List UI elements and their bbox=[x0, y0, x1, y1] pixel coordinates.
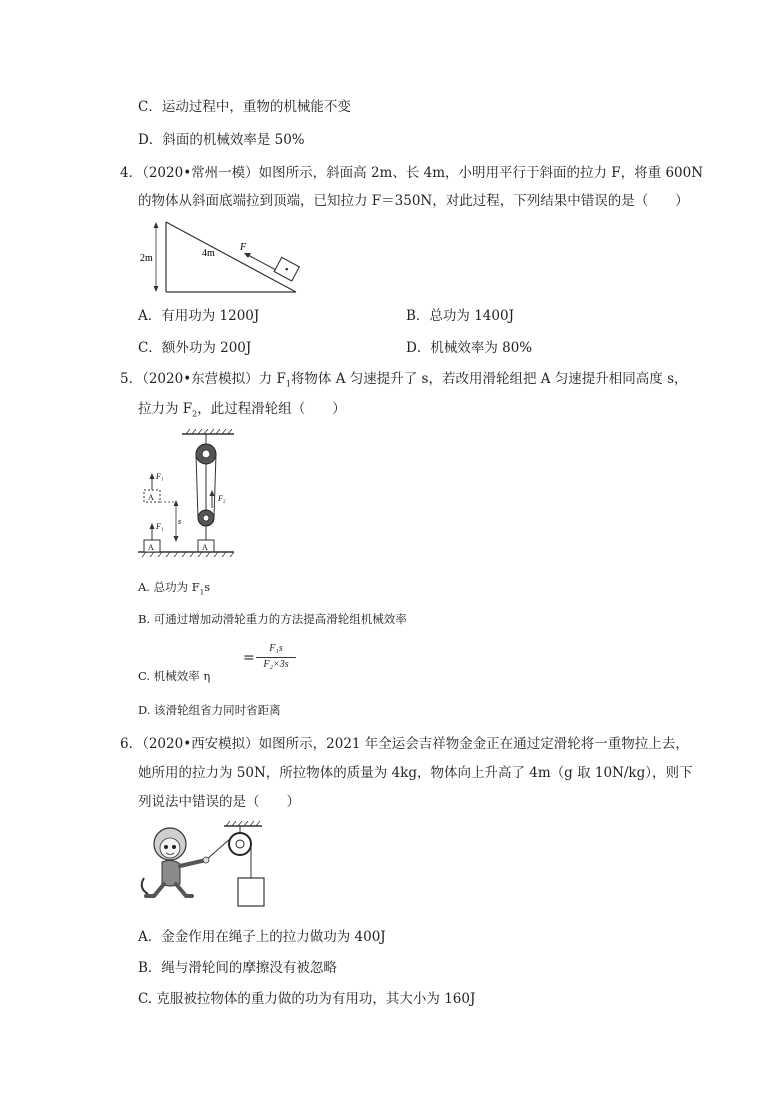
q6-option-c: C. 克服被拉物体的重力做的功为有用功，其大小为 160J bbox=[138, 991, 476, 1007]
q6-option-b: B．绳与滑轮间的摩擦没有被忽略 bbox=[138, 960, 337, 976]
q5-stem-line2: 拉力为 $F_2$，此过程滑轮组（ ） bbox=[138, 401, 346, 419]
q6-mascot-pulley-figure bbox=[136, 820, 272, 912]
q5-option-a: A. 总功为 $F_1s$ bbox=[138, 580, 211, 597]
q4-option-a: A．有用功为 1200J bbox=[138, 308, 260, 324]
q4-box bbox=[274, 257, 299, 281]
q4-incline-figure bbox=[136, 218, 308, 298]
q5-pulley-figure bbox=[136, 428, 246, 558]
q5-option-d: D. 该滑轮组省力同时省距离 bbox=[138, 703, 281, 717]
q5-block-a-left: A bbox=[148, 543, 154, 552]
q5-block-a-right: A bbox=[202, 543, 208, 552]
q5-option-b: B. 可通过增加动滑轮重力的方法提高滑轮组机械效率 bbox=[138, 612, 407, 626]
q5-option-c: C. 机械效率 η bbox=[138, 669, 211, 683]
q5-f2-label: F₂ bbox=[218, 494, 226, 503]
q6-stem-line1: 6．（2020•西安模拟）如图所示，2021 年全运会吉祥物金金正在通过定滑轮将一重物拉上去， bbox=[120, 736, 689, 752]
q6-option-a: A．金金作用在绳子上的拉力做功为 400J bbox=[138, 929, 386, 945]
q4-force-label: F bbox=[240, 242, 247, 253]
q5-f1-lower-label: F₁ bbox=[156, 522, 164, 531]
q4-stem-line2: 的物体从斜面底端拉到顶端，已知拉力 F＝350N，对此过程，下列结果中错误的是（ ） bbox=[138, 193, 689, 209]
q4-option-d: D．机械效率为 80% bbox=[406, 340, 533, 356]
q4-length-label: 4m bbox=[202, 248, 215, 259]
q4-option-c: C．额外功为 200J bbox=[138, 340, 252, 356]
q6-stem-line2: 她所用的拉力为 50N，所拉物体的质量为 4kg，物体向上升高了 4m（g 取 10N/kg），则下 bbox=[138, 765, 693, 781]
q4-option-b: B．总功为 1400J bbox=[406, 308, 514, 324]
q5-stem-line1: 5．（2020•东营模拟）力 $F_1$将物体 A 匀速提升了 s，若改用滑轮组把 A 匀速提升相同高度 s， bbox=[120, 371, 688, 389]
q3-option-c: C．运动过程中，重物的机械能不变 bbox=[138, 99, 351, 115]
q5-fraction-bar bbox=[256, 657, 296, 658]
q5-eta-denominator: F₂×3s bbox=[263, 659, 289, 670]
q3-option-d: D．斜面的机械效率是 50% bbox=[138, 132, 305, 148]
q6-mascot bbox=[142, 828, 209, 896]
q4-height-label: 2m bbox=[140, 253, 153, 264]
q4-stem-line1: 4．（2020•常州一模）如图所示，斜面高 2m、长 4m，小明用平行于斜面的拉力 F，将重 600N bbox=[120, 165, 704, 181]
q5-eta-equals: = bbox=[243, 650, 255, 666]
q5-block-a-raised: A bbox=[148, 493, 154, 502]
q6-stem-line3: 列说法中错误的是（ ） bbox=[138, 794, 300, 810]
q5-eta-numerator: F₁s bbox=[269, 643, 283, 654]
q5-s-label: s bbox=[178, 517, 182, 526]
q6-weight bbox=[238, 878, 264, 906]
q5-f1-upper-label: F₁ bbox=[156, 472, 164, 481]
